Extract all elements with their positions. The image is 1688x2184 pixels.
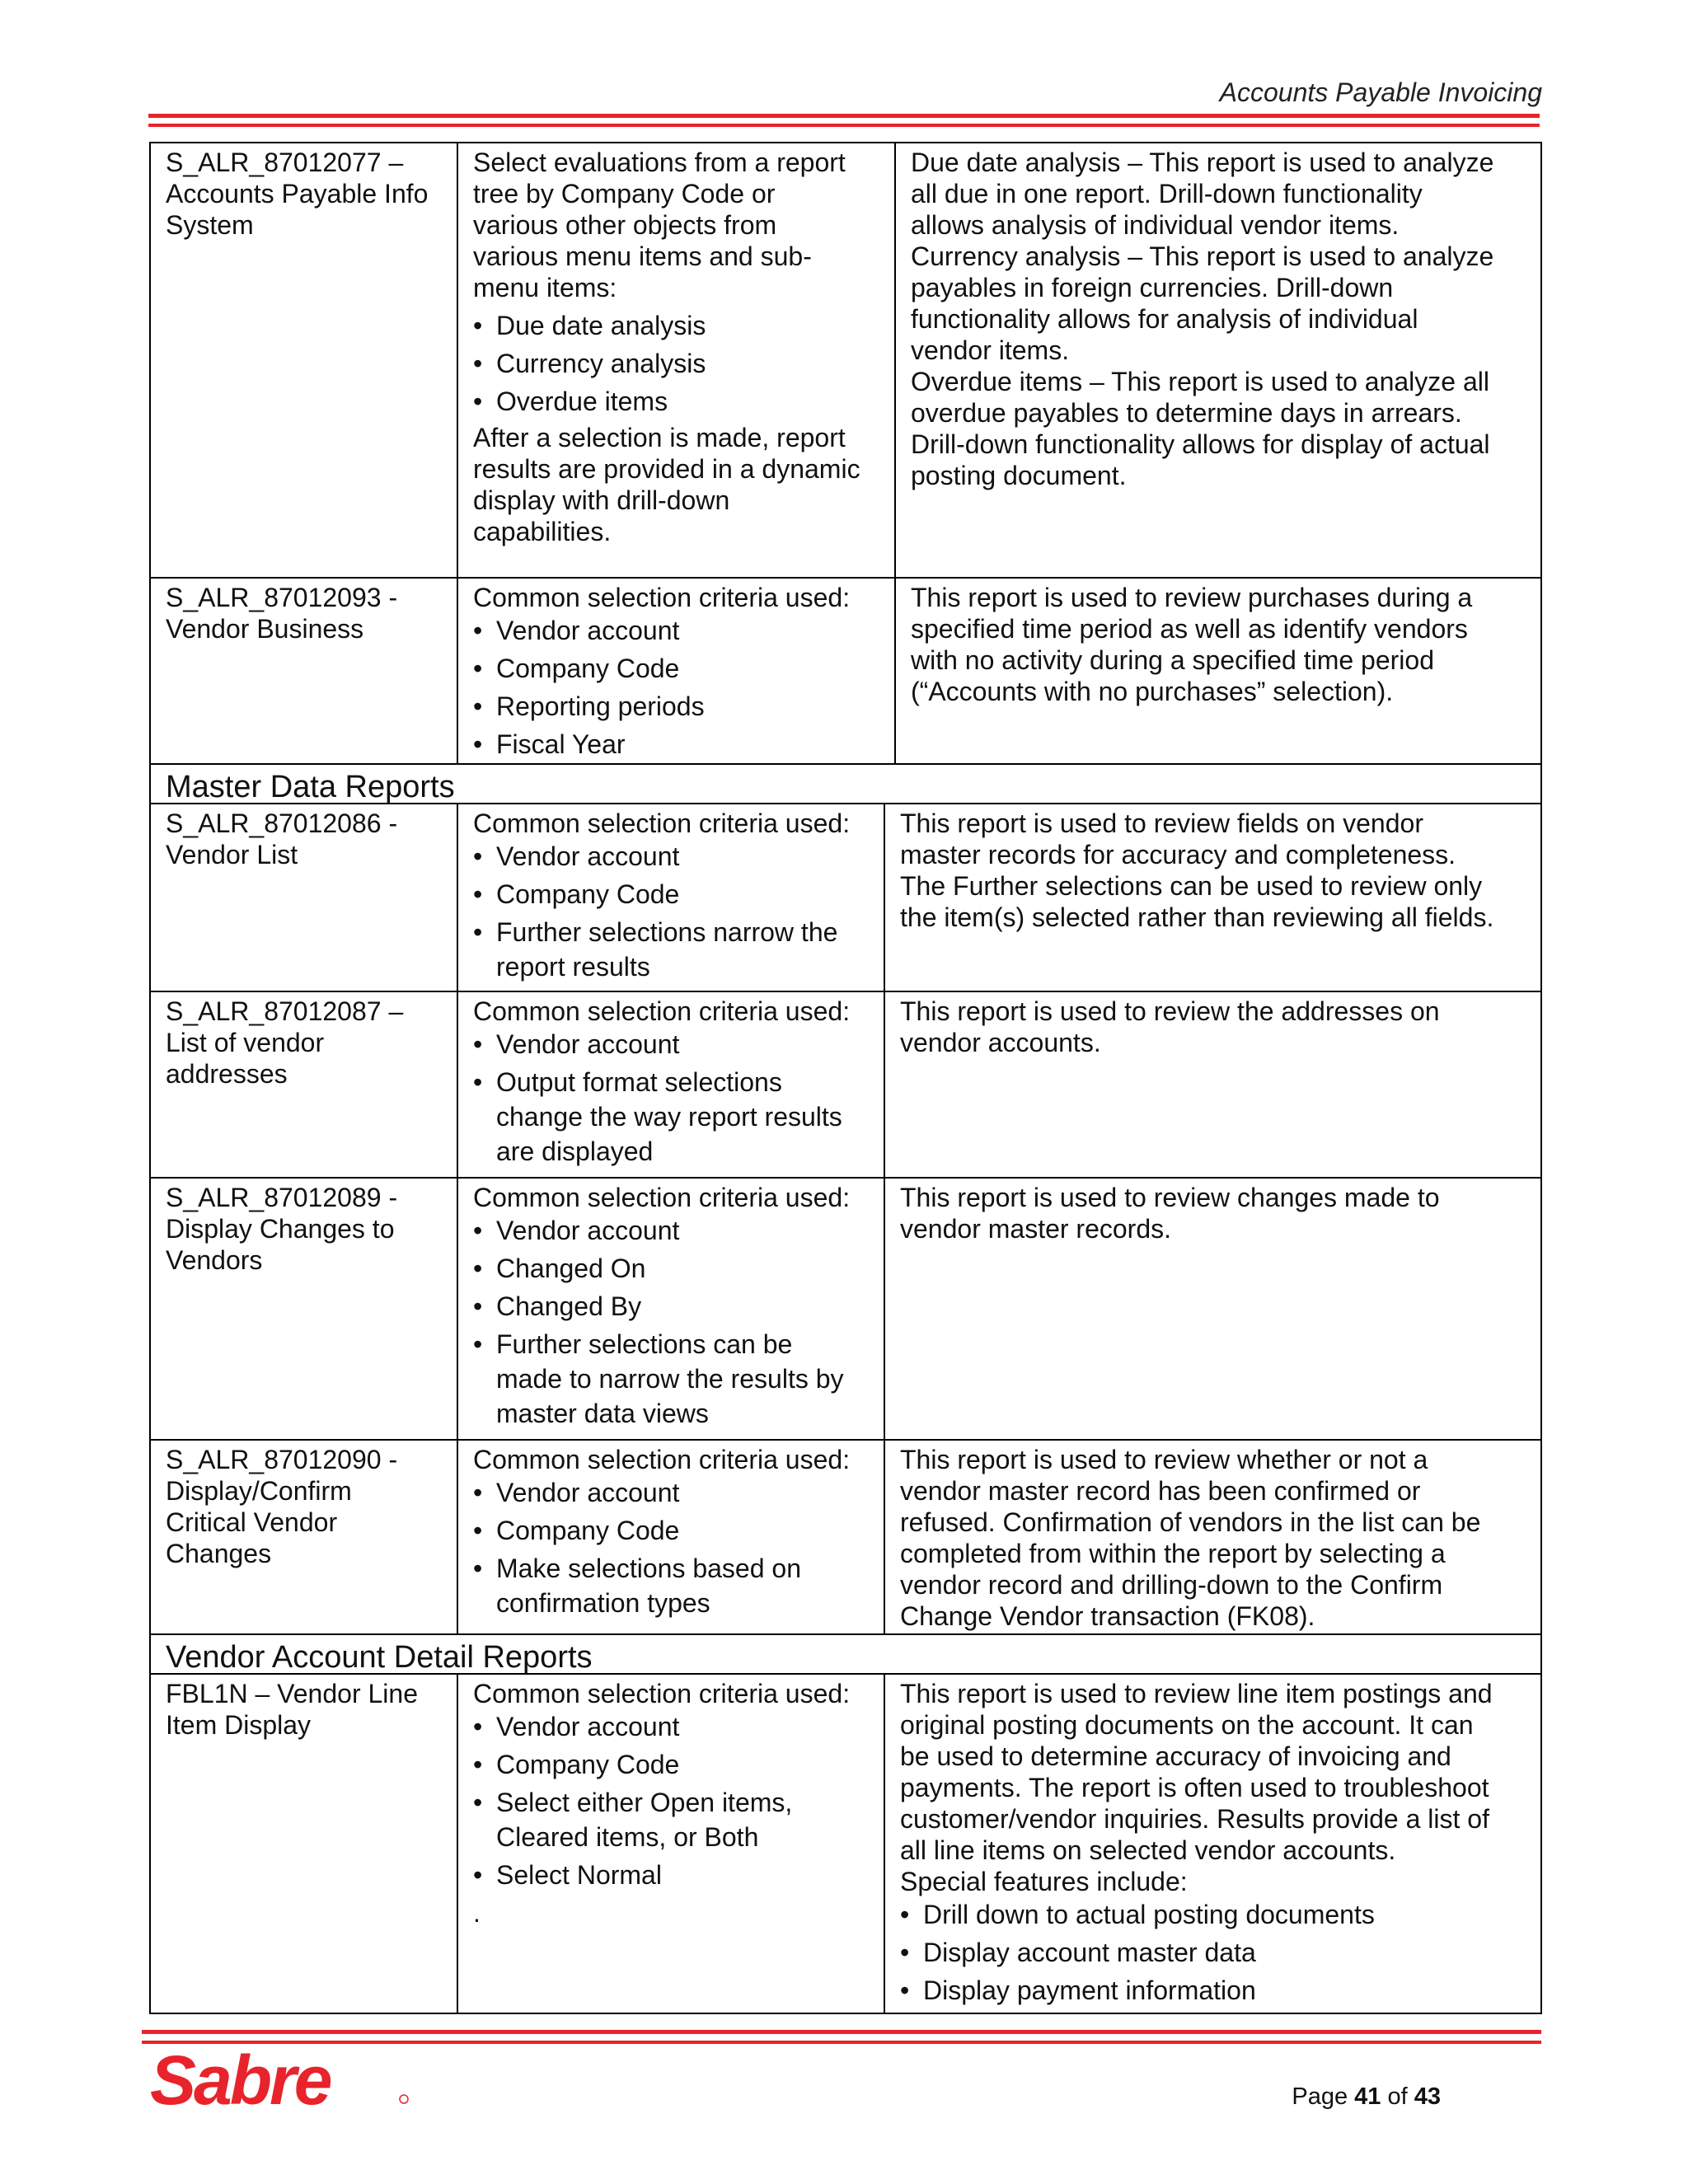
description-line: the item(s) selected rather than reviewing all fields. — [900, 902, 1494, 932]
report-code: S_ALR_87012089 - — [166, 1183, 398, 1212]
description-cell — [885, 1441, 1537, 1633]
list-item: • Vendor account — [473, 841, 870, 872]
list-item: • Vendor account — [473, 615, 881, 646]
list-item: • Due date analysis — [473, 310, 881, 341]
criteria-text: display with drill-down — [473, 485, 730, 515]
report-name-cell — [151, 804, 458, 991]
report-name-cell — [151, 1441, 458, 1633]
description-line: This report is used to review line item postings and — [900, 1679, 1493, 1708]
description-line: vendor master records. — [900, 1214, 1172, 1244]
description-line: The Further selections can be used to review only — [900, 871, 1483, 901]
criteria-text: Common selection criteria used: — [473, 1183, 851, 1212]
header-rule-top — [148, 114, 1540, 118]
description-cell — [885, 804, 1537, 991]
table-row — [151, 579, 1540, 765]
description-line: Overdue items – This report is used to analyze all — [911, 367, 1489, 396]
description-cell — [885, 1675, 1537, 2013]
report-title-line: Vendors — [166, 1245, 263, 1275]
description-line: Special features include: — [900, 1867, 1188, 1896]
criteria-continuation: change the way report results — [496, 1102, 842, 1132]
criteria-continuation: report results — [496, 952, 650, 982]
list-item: • Display account master data — [900, 1937, 1524, 1968]
list-item: • Currency analysis — [473, 348, 881, 379]
criteria-cell — [458, 804, 885, 991]
criteria-list — [473, 1029, 870, 1098]
criteria-cell — [458, 143, 896, 577]
page-total: 43 — [1414, 2083, 1441, 2110]
list-item: • Company Code — [473, 653, 881, 684]
criteria-continuation: master data views — [496, 1399, 709, 1428]
criteria-continuation: confirmation types — [496, 1588, 710, 1618]
criteria-text: Select evaluations from a report — [473, 148, 846, 177]
description-line: payables in foreign currencies. Drill-down — [911, 273, 1394, 302]
section-heading-master-data: Master Data Reports — [151, 765, 1540, 804]
description-line: overdue payables to determine days in arrears. — [911, 398, 1462, 428]
description-line: This report is used to review the addresses on — [900, 996, 1440, 1026]
description-line: This report is used to review purchases during a — [911, 583, 1473, 612]
description-line: refused. Confirmation of vendors in the list can be — [900, 1507, 1481, 1537]
description-line: completed from within the report by selecting a — [900, 1539, 1446, 1568]
description-cell — [885, 1179, 1537, 1439]
criteria-cell — [458, 579, 896, 763]
description-cell — [896, 579, 1537, 763]
description-line: vendor items. — [911, 335, 1070, 365]
criteria-text: Common selection criteria used: — [473, 996, 851, 1026]
description-line: Currency analysis – This report is used to analyze — [911, 241, 1494, 271]
page-of: of — [1381, 2083, 1414, 2110]
header-rule-bottom — [148, 124, 1540, 127]
list-item: • Fiscal Year — [473, 729, 881, 760]
description-line: specified time period as well as identify vendors — [911, 614, 1468, 644]
list-item: • Vendor account — [473, 1029, 870, 1060]
list-item: • Changed On — [473, 1253, 870, 1284]
description-line: all due in one report. Drill-down functionality — [911, 179, 1423, 209]
report-title-line: List of vendor — [166, 1028, 325, 1057]
criteria-cell — [458, 1441, 885, 1633]
table-row — [151, 143, 1540, 579]
list-item: • Output format selections — [473, 1066, 870, 1098]
criteria-text: . — [473, 1898, 481, 1928]
report-title-line: Display Changes to — [166, 1214, 395, 1244]
list-item: • Drill down to actual posting documents — [900, 1899, 1524, 1930]
report-code: S_ALR_87012077 – — [166, 148, 404, 177]
description-line: posting document. — [911, 461, 1127, 490]
list-item: • Company Code — [473, 879, 870, 910]
description-line: master records for accuracy and completeness. — [900, 840, 1456, 869]
criteria-text: tree by Company Code or — [473, 179, 776, 209]
report-name-cell — [151, 579, 458, 763]
description-line: vendor accounts. — [900, 1028, 1101, 1057]
list-item: • Further selections can be — [473, 1329, 870, 1360]
criteria-list — [473, 1711, 870, 1818]
criteria-list — [473, 841, 870, 948]
description-line: This report is used to review fields on vendor — [900, 808, 1423, 838]
report-title-line: Accounts Payable Info — [166, 179, 429, 209]
description-line: vendor master record has been confirmed or — [900, 1476, 1421, 1506]
description-line: (“Accounts with no purchases” selection). — [911, 677, 1394, 706]
description-line: vendor record and drilling-down to the Confirm — [900, 1570, 1443, 1600]
report-code: S_ALR_87012093 - — [166, 583, 398, 612]
criteria-continuation: made to narrow the results by — [496, 1364, 844, 1394]
description-cell — [885, 992, 1537, 1177]
criteria-list — [473, 1859, 870, 1891]
table-row — [151, 804, 1540, 992]
report-title-line: addresses — [166, 1059, 288, 1089]
report-code: S_ALR_87012090 - — [166, 1445, 398, 1474]
section-heading-vendor-account: Vendor Account Detail Reports — [151, 1635, 1540, 1675]
criteria-text: After a selection is made, report — [473, 423, 846, 452]
description-line: allows analysis of individual vendor items. — [911, 210, 1400, 240]
table-row — [151, 1441, 1540, 1635]
criteria-cell — [458, 1675, 885, 2013]
list-item: • Vendor account — [473, 1711, 870, 1742]
description-line: Change Vendor transaction (FK08). — [900, 1601, 1315, 1631]
report-title-line: Changes — [166, 1539, 272, 1568]
criteria-text: Common selection criteria used: — [473, 1679, 851, 1708]
criteria-text: Common selection criteria used: — [473, 583, 851, 612]
criteria-list — [473, 1215, 870, 1360]
criteria-continuation: are displayed — [496, 1137, 654, 1166]
report-title-line: System — [166, 210, 254, 240]
description-line: customer/vendor inquiries. Results provide a list of — [900, 1804, 1489, 1834]
sabre-logo-text: Sabre — [150, 2041, 331, 2114]
criteria-cell — [458, 1179, 885, 1439]
list-item: • Make selections based on — [473, 1553, 870, 1584]
list-item: • Company Code — [473, 1749, 870, 1780]
reports-table — [149, 142, 1542, 2014]
description-line: be used to determine accuracy of invoicing and — [900, 1741, 1451, 1771]
description-line: functionality allows for analysis of individual — [911, 304, 1418, 334]
description-line: all line items on selected vendor accounts. — [900, 1835, 1396, 1865]
table-row — [151, 992, 1540, 1179]
features-list — [900, 1899, 1524, 2006]
report-title-line: Critical Vendor — [166, 1507, 338, 1537]
page-current: 41 — [1354, 2083, 1381, 2110]
criteria-text: capabilities. — [473, 517, 612, 546]
report-name-cell — [151, 992, 458, 1177]
report-title-line: Display/Confirm — [166, 1476, 352, 1506]
criteria-list — [473, 1477, 870, 1584]
criteria-text: Common selection criteria used: — [473, 808, 851, 838]
report-title-line: Vendor Business — [166, 614, 364, 644]
criteria-text: various other objects from — [473, 210, 777, 240]
report-title-line: Item Display — [166, 1710, 312, 1740]
list-item: • Display payment information — [900, 1975, 1524, 2006]
table-row — [151, 1675, 1540, 2013]
list-item: • Changed By — [473, 1291, 870, 1322]
list-item: • Vendor account — [473, 1477, 870, 1508]
list-item: • Select Normal — [473, 1859, 870, 1891]
page-header-title: Accounts Payable Invoicing — [1219, 77, 1542, 107]
criteria-list — [473, 615, 881, 760]
description-line: original posting documents on the account. It can — [900, 1710, 1474, 1740]
report-title-line: Vendor List — [166, 840, 298, 869]
criteria-text: results are provided in a dynamic — [473, 454, 860, 484]
criteria-text: menu items: — [473, 273, 617, 302]
criteria-list — [473, 310, 881, 417]
report-code: FBL1N – Vendor Line — [166, 1679, 418, 1708]
description-line: Drill-down functionality allows for display of actual — [911, 429, 1490, 459]
criteria-text: various menu items and sub- — [473, 241, 812, 271]
criteria-cell — [458, 992, 885, 1177]
criteria-text: Common selection criteria used: — [473, 1445, 851, 1474]
report-code: S_ALR_87012086 - — [166, 808, 398, 838]
description-line: payments. The report is often used to troubleshoot — [900, 1773, 1489, 1802]
description-line: This report is used to review changes made to — [900, 1183, 1440, 1212]
list-item: • Vendor account — [473, 1215, 870, 1246]
description-line: with no activity during a specified time period — [911, 645, 1434, 675]
sabre-logo — [148, 2040, 420, 2114]
list-item: • Further selections narrow the — [473, 916, 870, 948]
report-name-cell — [151, 1179, 458, 1439]
description-cell — [896, 143, 1537, 577]
list-item: • Reporting periods — [473, 691, 881, 722]
report-name-cell — [151, 1675, 458, 2013]
list-item: • Company Code — [473, 1515, 870, 1546]
list-item: • Select either Open items, — [473, 1787, 870, 1818]
table-row — [151, 1179, 1540, 1441]
footer-rule-top — [142, 2030, 1541, 2034]
criteria-continuation: Cleared items, or Both — [496, 1822, 759, 1852]
description-line: This report is used to review whether or not a — [900, 1445, 1428, 1474]
page-prefix: Page — [1292, 2083, 1355, 2110]
report-name-cell — [151, 143, 458, 577]
report-code: S_ALR_87012087 – — [166, 996, 404, 1026]
description-line: Due date analysis – This report is used to analyze — [911, 148, 1494, 177]
page-number — [1292, 2083, 1441, 2111]
list-item: • Overdue items — [473, 386, 881, 417]
